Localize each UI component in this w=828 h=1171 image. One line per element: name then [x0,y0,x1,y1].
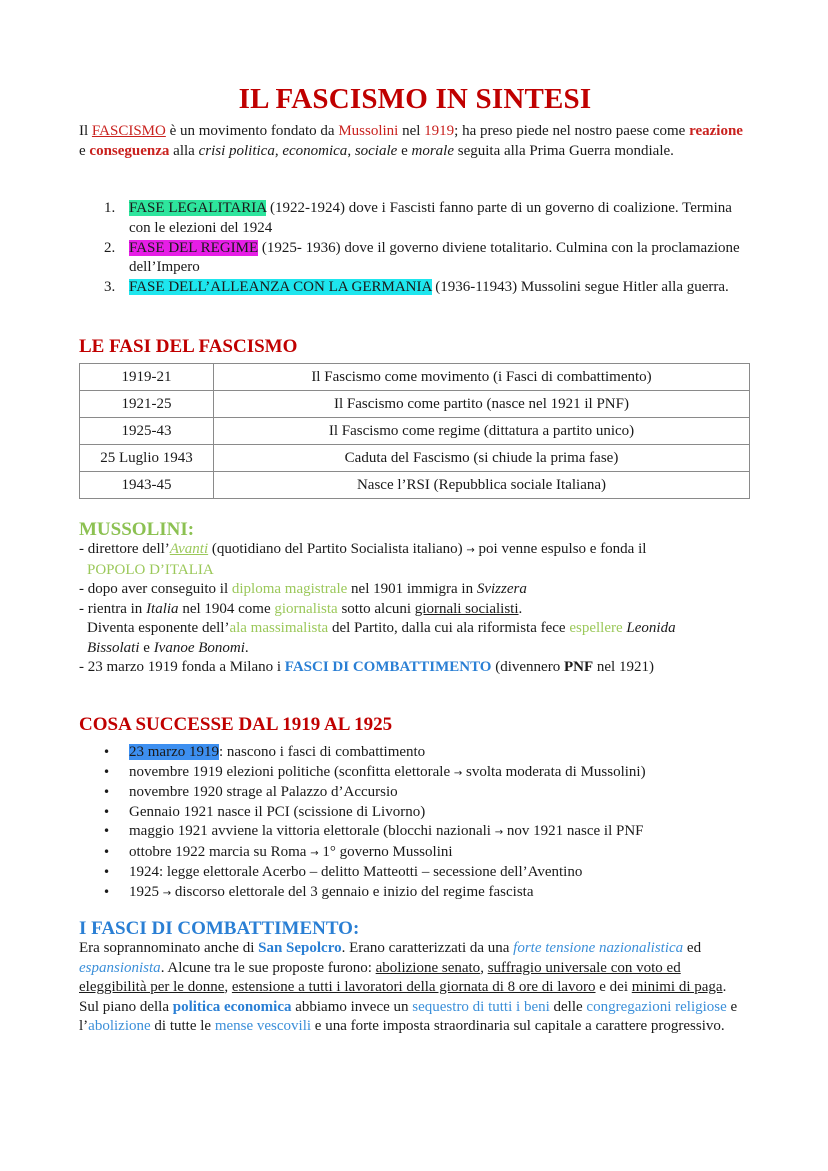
crisi-term: crisi politica [198,142,275,159]
phases-list [79,199,751,298]
giornali-term: giornali socialisti [414,600,519,617]
phase-label-highlight: FASE LEGALITARIA [129,200,267,216]
list-number: 2. [104,239,116,256]
abolizione-term: abolizione [88,1018,151,1034]
event-item [79,803,751,823]
text: . [518,600,523,617]
phase-description: (1925- 1936) dove il governo diviene totalitario. Culmina con la proclamazione dell’Impero [129,239,740,275]
description-cell: Nasce l’RSI (Repubblica sociale Italiana) [214,472,750,499]
sociale-term: sociale [354,142,398,159]
text: alla [169,142,199,159]
text: , [480,959,488,976]
mussolini-term: Mussolini [338,123,399,139]
text: . [722,979,727,995]
text: Il [79,123,92,139]
text: ; ha preso piede nel nostro paese come [454,123,690,139]
pnf-term: PNF [563,659,594,675]
bullet-icon: • [103,884,111,899]
phase-item [79,278,751,298]
espellere-term: espellere [569,620,623,636]
text: ottobre 1922 marcia su Roma [129,843,311,860]
event-item [79,822,751,843]
text: svolta moderata di Mussolini) [462,763,646,780]
period-cell: 1919-21 [80,364,214,391]
phase-label-highlight: FASE DELL’ALLEANZA CON LA GERMANIA [129,279,432,295]
fasi-table [79,363,750,499]
abolizione-senato-term: abolizione senato [375,959,481,976]
phase-label-highlight: FASE DEL REGIME [129,239,259,256]
mussolini-line [79,600,759,620]
text: novembre 1920 strage al Palazzo d’Accursio [129,784,398,800]
text: novembre 1919 elezioni politiche (sconfitta elettorale [129,763,454,780]
suffragio-term: suffragio universale con voto ed eleggibilità per le donne [79,959,681,995]
description-cell: Il Fascismo come movimento (i Fasci di combattimento) [214,364,750,391]
text: nel 1904 come [178,600,275,617]
text: (quotidiano del Partito Socialista italiano) [208,541,467,557]
text: del Partito, dalla cui ala riformista fece [328,620,570,636]
italia-term: Italia [146,600,179,617]
mussolini-line [79,580,759,600]
text: - rientra in [79,600,147,617]
text: nel [398,123,425,139]
svizzera-term: Svizzera [476,581,527,597]
bullet-icon: • [103,745,111,759]
text: (divennero [491,659,564,675]
text: e una forte imposta straordinaria sul capitale a carattere progressivo. [311,1018,725,1034]
text: 1924: legge elettorale Acerbo – delitto Matteotti – secessione dell’Aventino [129,864,583,880]
text: delle [549,998,587,1015]
period-cell: 25 Luglio 1943 [80,445,214,472]
text: e [139,639,154,656]
mussolini-line [79,540,759,561]
text: . Erano caratterizzati da una [341,940,514,956]
text: discorso elettorale del 3 gennaio e inizio del regime fascista [171,883,534,900]
intro-paragraph [79,122,751,161]
text: . Alcune tra le sue proposte furono: [160,959,376,976]
phase-item [79,199,751,238]
bullet-icon: • [103,844,111,859]
phase-description: (1936-11943) Mussolini segue Hitler alla guerra. [431,279,729,295]
bullet-icon: • [103,764,111,779]
text: maggio 1921 avviene la vittoria elettorale (blocchi nazionali [129,823,495,839]
fasci-paragraph-2 [79,998,751,1037]
table-row [80,364,750,391]
economica-term: economica [282,142,348,159]
mense-vescovili-term: mense vescovili [214,1018,312,1034]
event-item [79,743,751,763]
text: Gennaio 1921 nasce il PCI (scissione di Livorno) [129,803,426,820]
mussolini-heading: MUSSOLINI: [79,519,195,540]
events-heading: COSA SUCCESSE DAL 1919 AL 1925 [79,714,393,735]
text: , [274,142,283,159]
page-title: IL FASCISMO IN SINTESI [238,83,592,115]
text: sotto alcuni [337,600,415,617]
text: e l’ [79,998,738,1034]
text: è un movimento fondato da [165,123,339,139]
text: e [397,142,412,159]
mussolini-section [79,540,759,678]
giornalista-term: giornalista [274,600,338,617]
popolo-term: POPOLO D’ITALIA [87,561,214,578]
arrow-right-icon: → [310,847,319,859]
text: - dopo aver conseguito il [79,581,232,597]
mussolini-line [79,658,759,678]
reazione-term: reazione [689,123,743,139]
text: - 23 marzo 1919 fonda a Milano i [79,659,285,675]
table-row [80,445,750,472]
bullet-icon: • [103,824,111,838]
fasci-heading: I FASCI DI COMBATTIMENTO: [79,918,360,939]
text: nel 1901 immigra in [347,581,477,597]
text: seguita alla Prima Guerra mondiale. [453,142,674,159]
text: ed [683,940,702,956]
event-item [79,843,751,864]
text: e dei [595,979,632,995]
text: nov 1921 nasce il PNF [503,823,644,839]
morale-term: morale [411,142,454,159]
leonida-term: Leonida [626,620,676,636]
arrow-right-icon: → [453,767,463,779]
event-item [79,763,751,784]
minimi-term: minimi di paga [631,979,723,995]
text: 1925 [129,883,163,900]
text: poi venne espulso e fonda il [474,541,647,557]
description-cell: Il Fascismo come regime (dittatura a partito unico) [214,418,750,445]
fasci-section [79,939,751,1037]
text: e [79,142,90,159]
bullet-icon: • [103,865,111,879]
text: abbiamo invece un [291,998,413,1015]
period-cell: 1925-43 [80,418,214,445]
mussolini-line [79,619,759,639]
arrow-right-icon: → [162,887,172,899]
table-row [80,418,750,445]
period-cell: 1921-25 [80,391,214,418]
text: : nascono i fasci di combattimento [218,744,426,760]
event-item [79,883,751,904]
text: - direttore dell’ [79,541,170,557]
bullet-icon: • [103,785,111,799]
estensione-term: estensione a tutti i lavoratori della giornata di 8 ore di lavoro [231,979,596,995]
fasi-heading: LE FASI DEL FASCISMO [79,336,298,357]
description-cell: Caduta del Fascismo (si chiude la prima fase) [214,445,750,472]
diploma-term: diploma magistrale [231,581,348,597]
list-number: 3. [104,279,116,295]
arrow-right-icon: → [494,827,504,838]
text: . [244,639,249,656]
date-highlight: 23 marzo 1919 [129,744,219,760]
description-cell: Il Fascismo come partito (nasce nel 1921 il PNF) [214,391,750,418]
table-row [80,472,750,499]
bullet-icon: • [103,804,111,819]
politica-economica-term: politica economica [172,998,292,1015]
ala-term: ala massimalista [229,620,329,636]
events-list [79,743,751,903]
arrow-right-icon: → [466,545,475,556]
event-item [79,783,751,803]
sequestro-term: sequestro di tutti i beni [412,998,550,1015]
phase-item [79,239,751,278]
bonomi-term: Ivanoe Bonomi [153,639,245,656]
text: Diventa esponente dell’ [87,620,230,636]
text: , [347,142,355,159]
list-number: 1. [104,200,116,216]
text: Era soprannominato anche di [79,940,259,956]
avanti-term: Avanti [169,541,209,557]
phase-description: (1922-1924) dove i Fascisti fanno parte di un governo di coalizione. Termina con le elezioni del 1924 [129,200,732,236]
mussolini-line [79,561,759,581]
fasci-paragraph-1 [79,939,751,998]
year-term: 1919 [424,123,455,139]
period-cell: 1943-45 [80,472,214,499]
event-item [79,863,751,883]
table-row [80,391,750,418]
text: di tutte le [150,1018,215,1034]
text: , [224,979,232,995]
forte-tensione-term: forte tensione nazionalistica [513,940,684,956]
espansionista-term: espansionista [79,959,161,976]
text: Sul piano della [79,998,173,1015]
conseguenza-term: conseguenza [89,142,170,159]
text: nel 1921) [593,659,654,675]
san-sepolcro-term: San Sepolcro [258,940,342,956]
congregazioni-term: congregazioni religiose [586,998,727,1015]
bissolati-term: Bissolati [87,639,140,656]
mussolini-line [79,639,759,659]
fascismo-term: FASCISMO [91,123,166,139]
text: 1° governo Mussolini [318,843,453,860]
fasci-term: FASCI DI COMBATTIMENTO [284,659,492,675]
